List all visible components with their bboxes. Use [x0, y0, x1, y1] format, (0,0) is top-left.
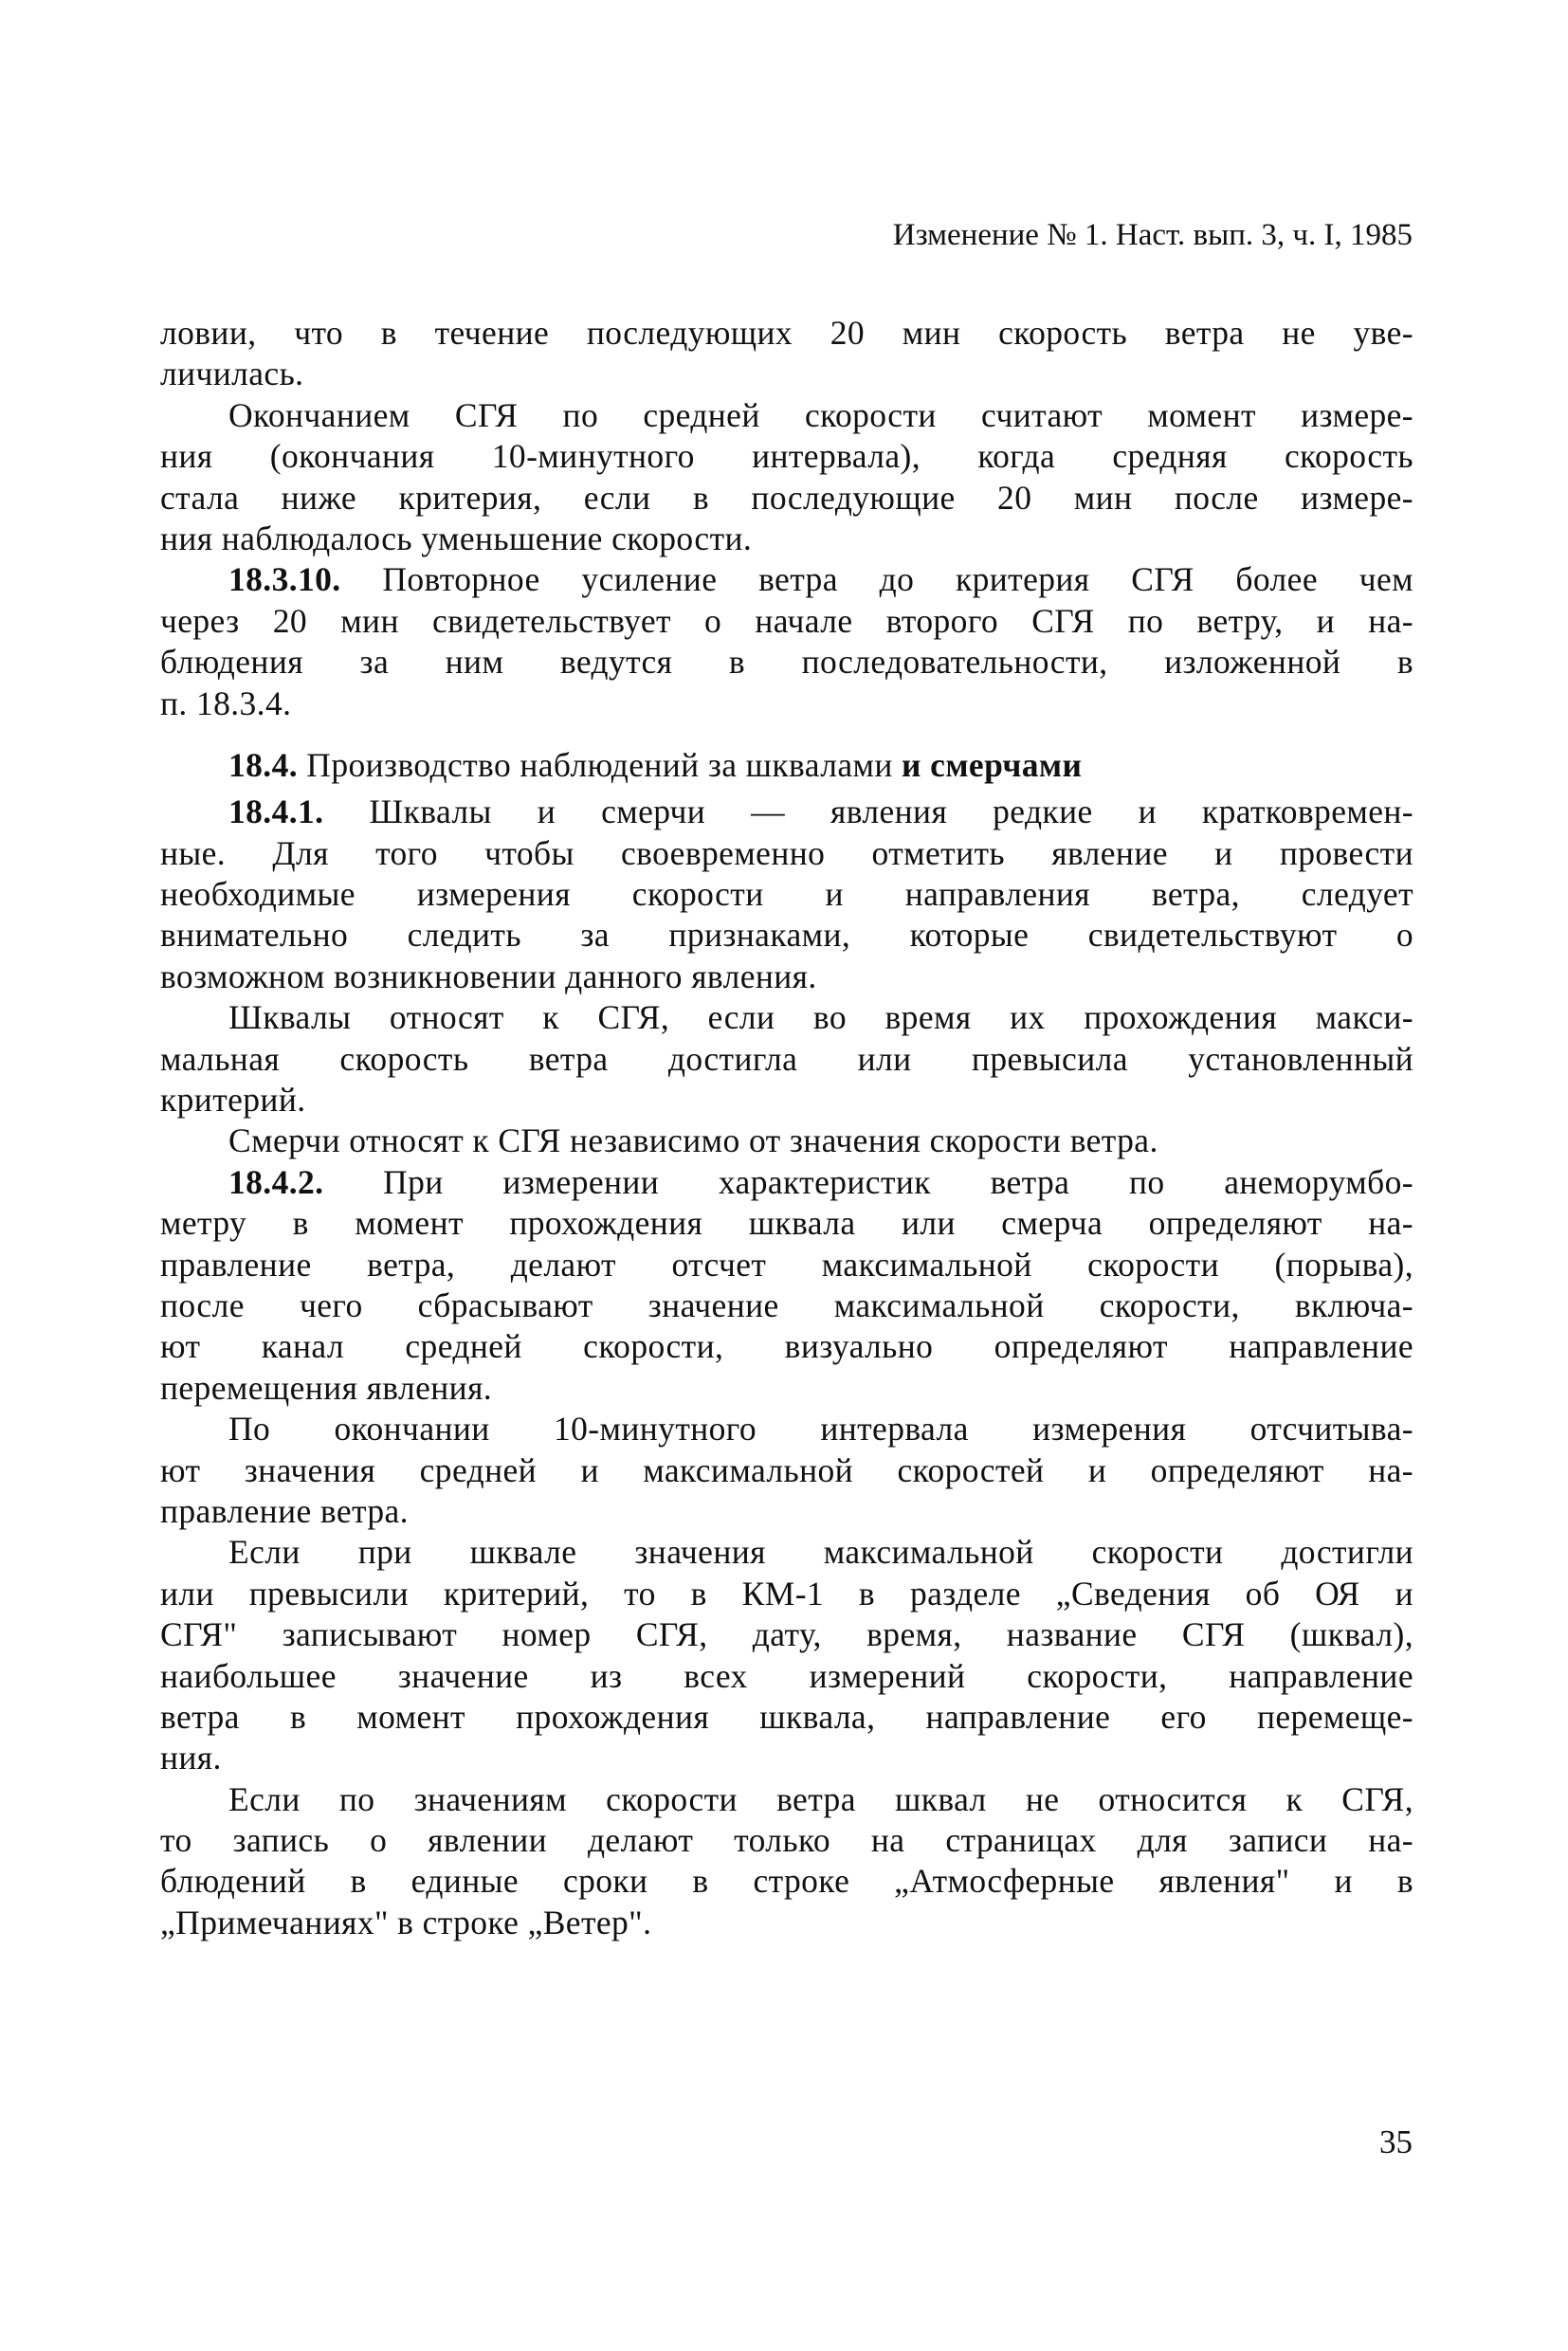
section-title-bold: и смерчами: [902, 745, 1083, 784]
text-line: наибольшее значение из всех измерений скорости, направление: [160, 1656, 1413, 1695]
section-number: 18.4.: [228, 745, 298, 784]
page-number: 35: [1379, 2123, 1413, 2160]
clause-text: Повторное усиление ветра до критерия СГЯ более чем: [382, 560, 1413, 599]
text-line: перемещения явления.: [160, 1368, 493, 1407]
clause-18-4-2: [160, 1162, 1413, 1409]
paragraph-squalls: [160, 997, 1413, 1121]
text-line: [160, 1162, 1413, 1203]
text-line: По окончании 10-минутного интервала измерения отсчитыва-: [228, 1410, 1413, 1449]
text-line: блюдения за ним ведутся в последовательности, изложенной в: [160, 643, 1413, 682]
text-line: через 20 мин свидетельствует о начале второго СГЯ по ветру, и на-: [160, 601, 1413, 640]
clause-text: При измерении характеристик ветра по анеморумбо-: [383, 1162, 1413, 1201]
text-line: то запись о явлении делают только на страницах для записи на-: [160, 1821, 1413, 1860]
paragraph-not-sgya: [160, 1779, 1413, 1944]
clause-number: 18.4.2.: [228, 1162, 324, 1201]
section-spacer: [160, 724, 1413, 745]
text-line: [160, 792, 1413, 832]
text-line: ные. Для того чтобы своевременно отметить явление и провести: [160, 833, 1413, 872]
text-line: ния (окончания 10-минутного интервала), когда средняя скорость: [160, 437, 1413, 476]
text-line: правление ветра.: [160, 1491, 409, 1530]
text-line: мальная скорость ветра достигла или превысила установленный: [160, 1039, 1413, 1078]
section-heading: [160, 745, 1413, 786]
text-line: Смерчи относят к СГЯ независимо от значения скорости ветра.: [228, 1121, 1158, 1160]
text-line: ния наблюдалось уменьшение скорости.: [160, 519, 753, 557]
text-line: после чего сбрасывают значение максимальной скорости, включа-: [160, 1285, 1413, 1324]
running-head: Изменение № 1. Наст. вып. 3, ч. I, 1985: [892, 218, 1413, 252]
text-line: [160, 559, 1413, 600]
paragraph-continuation: [160, 313, 1413, 395]
text-line: ют значения средней и максимальной скоростей и определяют на-: [160, 1450, 1413, 1489]
clause-number: 18.3.10.: [228, 560, 341, 599]
text-line: Шквалы относят к СГЯ, если во время их прохождения макси-: [228, 998, 1413, 1037]
paragraph-interval-end: [160, 1409, 1413, 1532]
paragraph-km1-record: [160, 1532, 1413, 1778]
text-line: критерий.: [160, 1081, 306, 1120]
paragraph-tornadoes: [160, 1121, 1413, 1161]
text-line: п. 18.3.4.: [160, 683, 292, 722]
section-title: Производство наблюдений за шквалами: [306, 745, 893, 784]
text-line: стала ниже критерия, если в последующие 20 мин после измере-: [160, 478, 1413, 517]
text-line: необходимые измерения скорости и направления ветра, следует: [160, 875, 1413, 914]
text-line: внимательно следить за признаками, которые свидетельствуют о: [160, 916, 1413, 955]
clause-number: 18.4.1.: [228, 793, 324, 831]
clause-18-4-1: [160, 792, 1413, 997]
text-line: ветра в момент прохождения шквала, направление его перемеще-: [160, 1697, 1413, 1736]
text-line: Окончанием СГЯ по средней скорости считают момент измере-: [228, 395, 1413, 434]
text-line: блюдений в единые сроки в строке „Атмосферные явления" и в: [160, 1862, 1413, 1901]
text-line: ют канал средней скорости, визуально определяют направление: [160, 1327, 1413, 1366]
text-line: СГЯ" записывают номер СГЯ, дату, время, название СГЯ (шквал),: [160, 1615, 1413, 1654]
paragraph-end-criterion: [160, 395, 1413, 560]
text-line: правление ветра, делают отсчет максимальной скорости (порыва),: [160, 1245, 1413, 1284]
text-line: возможном возникновении данного явления.: [160, 957, 817, 995]
page-body: [160, 313, 1413, 1943]
text-line: Если по значениям скорости ветра шквал не относится к СГЯ,: [228, 1779, 1413, 1818]
text-line: метру в момент прохождения шквала или смерча определяют на-: [160, 1204, 1413, 1243]
text-line: ловии, что в течение последующих 20 мин скорость ветра не уве-: [160, 314, 1413, 352]
text-line: ния.: [160, 1739, 222, 1777]
clause-18-3-10: [160, 559, 1413, 724]
text-line: „Примечаниях" в строке „Ветер".: [160, 1903, 652, 1941]
section-heading-18-4: [160, 745, 1413, 786]
clause-text: Шквалы и смерчи — явления редкие и кратковремен-: [369, 793, 1413, 831]
text-line: Если при шквале значения максимальной скорости достигли: [228, 1533, 1413, 1572]
text-line: или превысили критерий, то в КМ-1 в разделе „Сведения об ОЯ и: [160, 1574, 1413, 1613]
text-line: личилась.: [160, 355, 304, 393]
